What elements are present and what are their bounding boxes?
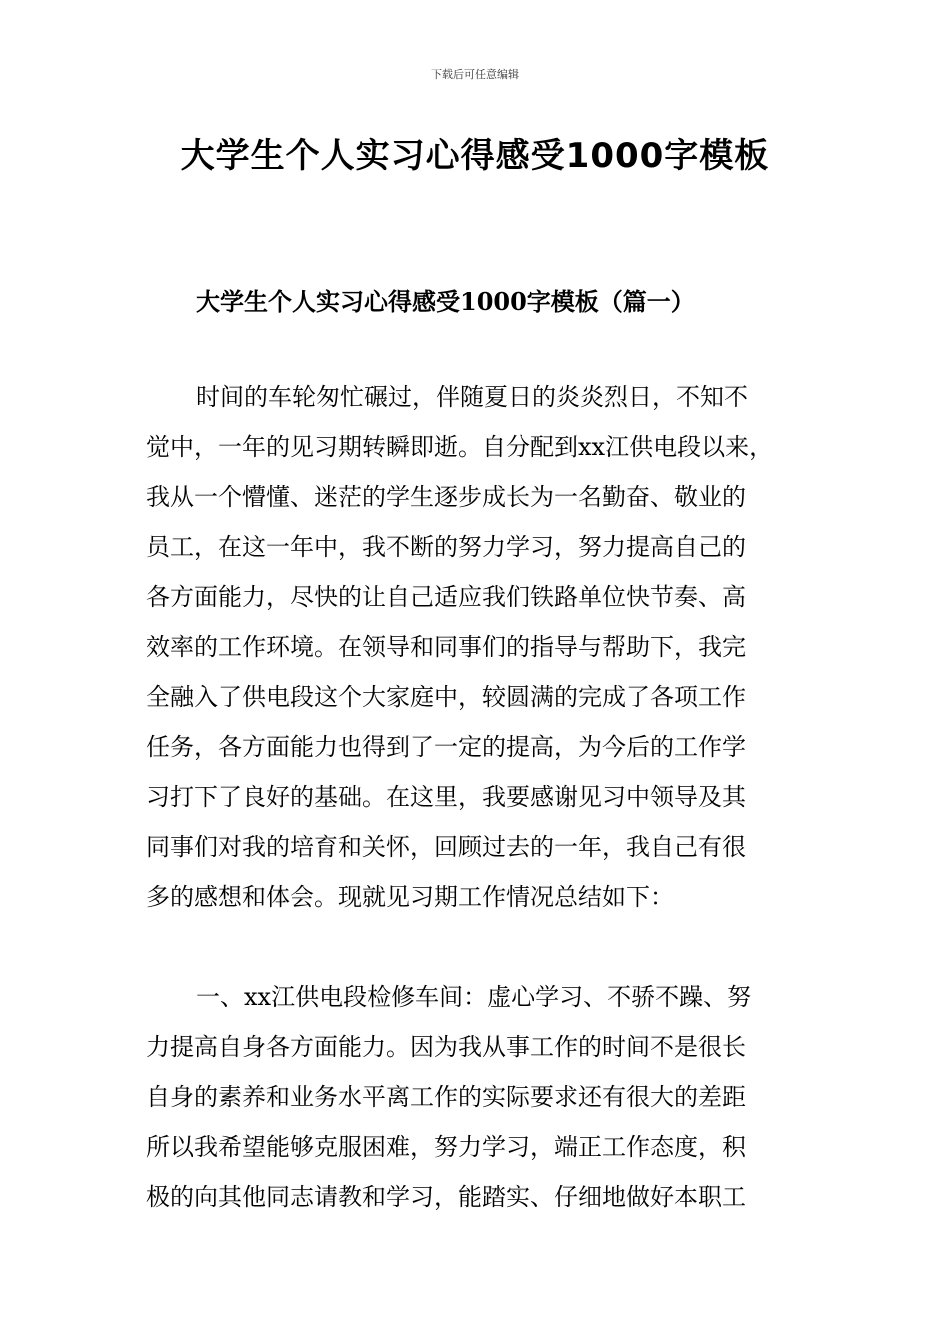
paragraph-line: 效率的工作环境。在领导和同事们的指导与帮助下，我完 [146,633,746,661]
paragraph-line: 时间的车轮匆忙碾过，伴随夏日的炎炎烈日，不知不 [196,383,748,411]
paragraph-line: 一、xx江供电段检修车间：虚心学习、不骄不躁、努 [196,983,752,1011]
paragraph-line: 所以我希望能够克服困难，努力学习，端正工作态度，积 [146,1133,746,1161]
section-title: 大学生个人实习心得感受1000字模板（篇一） [196,287,695,316]
paragraph-line: 任务，各方面能力也得到了一定的提高，为今后的工作学 [146,733,746,761]
paragraph-line: 自身的素养和业务水平离工作的实际要求还有很大的差距 [146,1083,746,1111]
paragraph-line: 习打下了良好的基础。在这里，我要感谢见习中领导及其 [146,783,746,811]
paragraph-line: 力提高自身各方面能力。因为我从事工作的时间不是很长 [146,1033,746,1061]
paragraph-line: 觉中，一年的见习期转瞬即逝。自分配到xx江供电段以来， [146,433,774,461]
paragraph-line: 员工，在这一年中，我不断的努力学习，努力提高自己的 [146,533,746,561]
paragraph-line: 全融入了供电段这个大家庭中，较圆满的完成了各项工作 [146,683,746,711]
header-note: 下载后可任意编辑 [431,68,519,81]
paragraph-1 [146,372,806,922]
document-title: 大学生个人实习心得感受1000字模板 [180,136,770,176]
paragraph-2 [146,972,806,1222]
paragraph-line: 各方面能力，尽快的让自己适应我们铁路单位快节奏、高 [146,583,746,611]
paragraph-line: 多的感想和体会。现就见习期工作情况总结如下： [146,883,674,911]
paragraph-line: 我从一个懵懂、迷茫的学生逐步成长为一名勤奋、敬业的 [146,483,746,511]
paragraph-line: 极的向其他同志请教和学习，能踏实、仔细地做好本职工 [146,1183,746,1211]
paragraph-line: 同事们对我的培育和关怀，回顾过去的一年，我自己有很 [146,833,746,861]
